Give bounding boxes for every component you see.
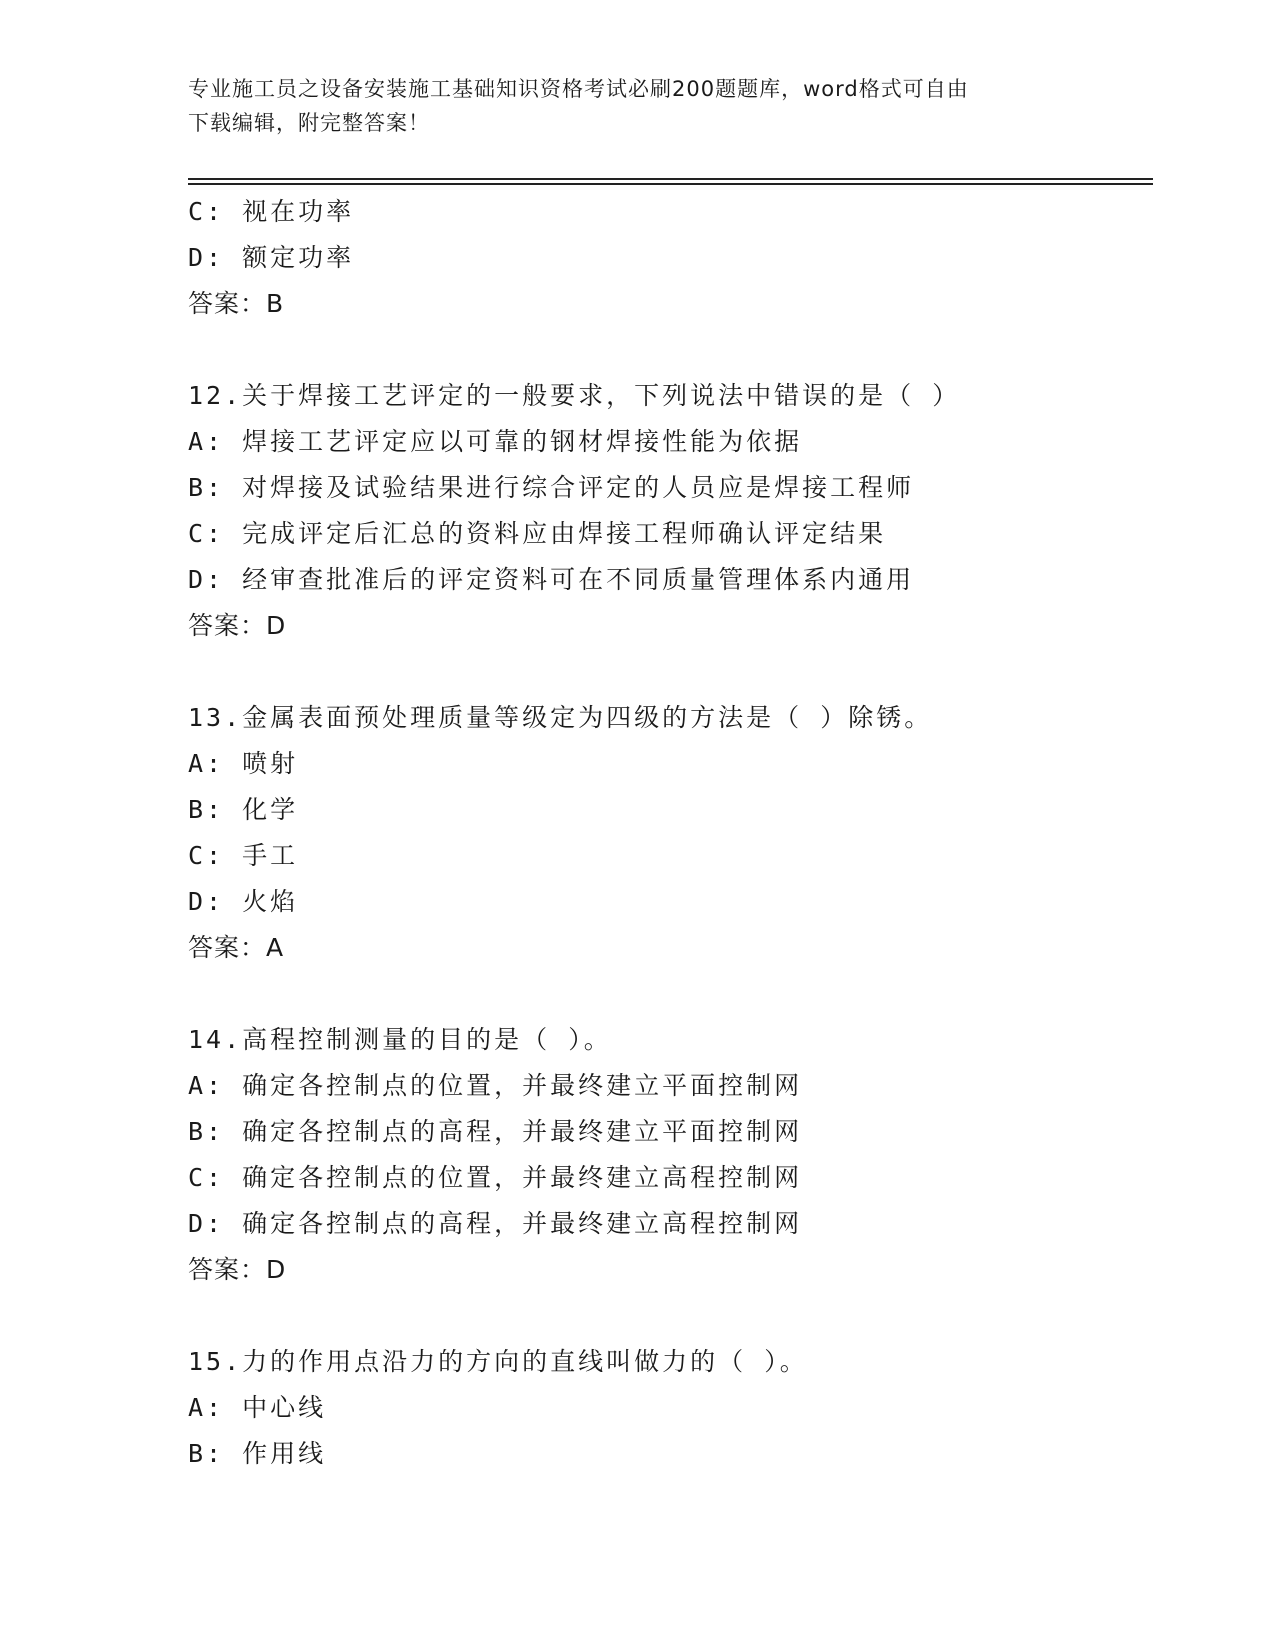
question-14-option-d: D: 确定各控制点的高程，并最终建立高程控制网 xyxy=(188,1209,803,1238)
question-14-stem: 14.高程控制测量的目的是（ ）。 xyxy=(188,1025,612,1054)
question-13-stem: 13.金属表面预处理质量等级定为四级的方法是（ ）除锈。 xyxy=(188,703,933,732)
question-14-option-a: A: 确定各控制点的位置，并最终建立平面控制网 xyxy=(188,1071,803,1100)
header-divider-top xyxy=(188,178,1153,180)
document-header xyxy=(188,72,1088,140)
question-12-stem: 12.关于焊接工艺评定的一般要求，下列说法中错误的是（ ） xyxy=(188,381,961,410)
question-13-option-c: C: 手工 xyxy=(188,841,299,870)
question-12-option-b: B: 对焊接及试验结果进行综合评定的人员应是焊接工程师 xyxy=(188,473,915,502)
spacer xyxy=(188,649,1138,695)
spacer xyxy=(188,1293,1138,1339)
question-13-option-a: A: 喷射 xyxy=(188,749,299,778)
question-13-answer: 答案：A xyxy=(188,933,285,962)
question-13-option-d: D: 火焰 xyxy=(188,887,299,916)
question-12-answer: 答案：D xyxy=(188,611,287,640)
question-15-stem: 15.力的作用点沿力的方向的直线叫做力的（ ）。 xyxy=(188,1347,808,1376)
question-13-option-b: B: 化学 xyxy=(188,795,299,824)
prev-option-c: C: 视在功率 xyxy=(188,197,355,226)
question-14-answer: 答案：D xyxy=(188,1255,287,1284)
spacer xyxy=(188,327,1138,373)
prev-answer: 答案：B xyxy=(188,289,285,318)
question-14-option-b: B: 确定各控制点的高程，并最终建立平面控制网 xyxy=(188,1117,803,1146)
question-14-option-c: C: 确定各控制点的位置，并最终建立高程控制网 xyxy=(188,1163,803,1192)
question-12-option-c: C: 完成评定后汇总的资料应由焊接工程师确认评定结果 xyxy=(188,519,887,548)
header-title-line-2: 下载编辑，附完整答案！ xyxy=(188,111,430,135)
prev-option-d: D: 额定功率 xyxy=(188,243,355,272)
question-content xyxy=(188,189,1138,1477)
spacer xyxy=(188,971,1138,1017)
header-divider-bottom xyxy=(188,183,1153,185)
question-15-option-b: B: 作用线 xyxy=(188,1439,327,1468)
header-title-line-1: 专业施工员之设备安装施工基础知识资格考试必刷200题题库，word格式可自由 xyxy=(188,77,969,101)
question-12-option-d: D: 经审查批准后的评定资料可在不同质量管理体系内通用 xyxy=(188,565,915,594)
question-15-option-a: A: 中心线 xyxy=(188,1393,327,1422)
question-12-option-a: A: 焊接工艺评定应以可靠的钢材焊接性能为依据 xyxy=(188,427,803,456)
